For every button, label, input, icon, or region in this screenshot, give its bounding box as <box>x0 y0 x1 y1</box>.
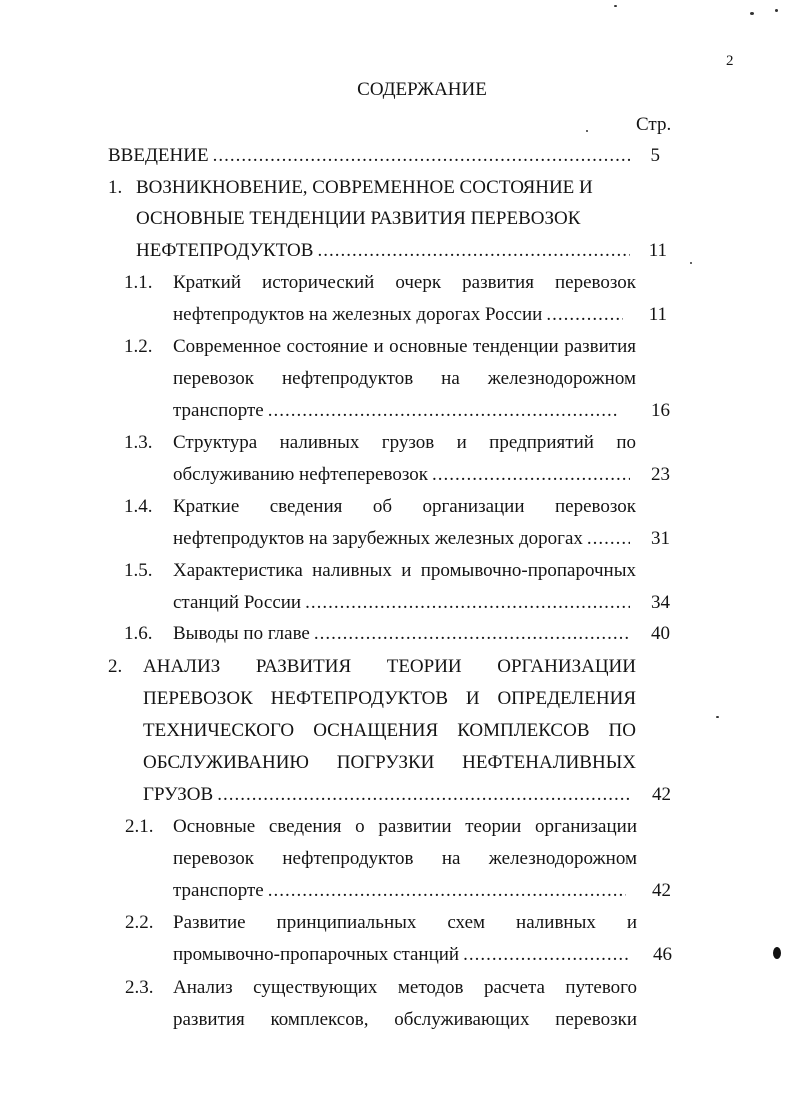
toc-entry-title-line: АНАЛИЗ РАЗВИТИЯ ТЕОРИИ ОРГАНИЗАЦИИ <box>143 656 636 677</box>
toc-entry-title: станций России <box>173 592 302 613</box>
scan-speck <box>614 5 617 7</box>
toc-entry-number: 1.6. <box>124 623 153 644</box>
toc-entry-title-line: Анализ существующих методов расчета путевого <box>173 977 637 998</box>
scan-speck <box>690 262 692 264</box>
toc-entry-title-line: Структура наливных грузов и предприятий по <box>173 432 636 453</box>
leader-dots <box>463 944 629 966</box>
page-column-header: Стр. <box>636 114 672 135</box>
toc-entry-number: 1. <box>108 177 123 198</box>
toc-entry-chapter-2 <box>143 784 636 806</box>
toc-page-number: 16 <box>651 400 670 421</box>
toc-entry-title: НЕФТЕПРОДУКТОВ <box>136 240 314 261</box>
toc-page-number: 34 <box>651 592 670 613</box>
page-title: СОДЕРЖАНИЕ <box>357 79 487 100</box>
toc-entry-title: нефтепродуктов на зарубежных железных дорогах <box>173 528 583 549</box>
toc-page-number: 11 <box>648 304 667 325</box>
toc-entry-number: 1.5. <box>124 560 153 581</box>
toc-entry-2-2 <box>173 944 635 966</box>
toc-entry-number: 1.1. <box>124 272 153 293</box>
toc-page-number: 40 <box>651 623 670 644</box>
toc-entry-title-line: перевозок нефтепродуктов на железнодорожном <box>173 848 637 869</box>
toc-entry-introduction <box>108 145 636 167</box>
leader-dots <box>268 880 626 902</box>
toc-entry-title-line: Основные сведения о развитии теории организации <box>173 816 637 837</box>
toc-entry-number: 1.3. <box>124 432 153 453</box>
scan-speck <box>750 12 754 15</box>
toc-entry-title: ГРУЗОВ <box>143 784 214 805</box>
toc-entry-title-line: Краткий исторический очерк развития перевозок <box>173 272 636 293</box>
toc-entry-title-line: Развитие принципиальных схем наливных и <box>173 912 637 933</box>
toc-entry-title: промывочно-пропарочных станций <box>173 944 460 965</box>
toc-entry-number: 2. <box>108 656 123 677</box>
scan-speck <box>586 130 588 132</box>
toc-entry-title: транспорте <box>173 400 264 421</box>
toc-entry-title-line: Краткие сведения об организации перевозок <box>173 496 636 517</box>
leader-dots <box>213 145 630 167</box>
toc-entry-title-line: Современное состояние и основные тенденции развития <box>173 336 636 357</box>
page-number: 2 <box>726 53 734 69</box>
toc-entry-title: обслуживанию нефтеперевозок <box>173 464 428 485</box>
toc-page-number: 46 <box>653 944 672 965</box>
leader-dots <box>546 304 623 326</box>
toc-page-number: 42 <box>652 880 671 901</box>
toc-page-number: 23 <box>651 464 670 485</box>
toc-entry-1-2 <box>173 400 625 422</box>
toc-entry-number: 1.4. <box>124 496 153 517</box>
toc-page-number: 42 <box>652 784 671 805</box>
toc-entry-title-line: ВОЗНИКНОВЕНИЕ, СОВРЕМЕННОЕ СОСТОЯНИЕ И <box>136 177 593 198</box>
scan-speck <box>775 9 778 12</box>
leader-dots <box>217 784 630 806</box>
toc-entry-1-5 <box>173 592 636 614</box>
toc-page-number: 5 <box>650 145 660 166</box>
toc-entry-1-4 <box>173 528 636 550</box>
toc-entry-1-3 <box>173 464 636 486</box>
toc-entry-1-1 <box>173 304 629 326</box>
leader-dots <box>268 400 619 422</box>
toc-entry-title-line: Характеристика наливных и промывочно-пропарочных <box>173 560 636 581</box>
toc-entry-title: транспорте <box>173 880 264 901</box>
toc-entry-title-line: развития комплексов, обслуживающих перевозки <box>173 1009 637 1030</box>
toc-entry-title-line: ОБСЛУЖИВАНИЮ ПОГРУЗКИ НЕФТЕНАЛИВНЫХ <box>143 752 636 773</box>
scan-blot <box>773 947 781 959</box>
toc-entry-number: 2.2. <box>125 912 154 933</box>
toc-entry-title: ВВЕДЕНИЕ <box>108 145 209 166</box>
toc-entry-title-line: ТЕХНИЧЕСКОГО ОСНАЩЕНИЯ КОМПЛЕКСОВ ПО <box>143 720 636 741</box>
leader-dots <box>317 240 630 262</box>
toc-entry-title: нефтепродуктов на железных дорогах России <box>173 304 543 325</box>
leader-dots <box>305 592 630 614</box>
toc-entry-number: 2.3. <box>125 977 154 998</box>
leader-dots <box>314 623 630 645</box>
toc-entry-title-line: ОСНОВНЫЕ ТЕНДЕНЦИИ РАЗВИТИЯ ПЕРЕВОЗОК <box>136 208 581 229</box>
toc-page-number: 11 <box>648 240 667 261</box>
toc-entry-2-1 <box>173 880 632 902</box>
toc-page-number: 31 <box>651 528 670 549</box>
scan-speck <box>716 716 719 718</box>
toc-entry-title-line: ПЕРЕВОЗОК НЕФТЕПРОДУКТОВ И ОПРЕДЕЛЕНИЯ <box>143 688 636 709</box>
toc-entry-chapter-1 <box>136 240 636 262</box>
toc-entry-number: 2.1. <box>125 816 154 837</box>
toc-entry-number: 1.2. <box>124 336 153 357</box>
toc-entry-title: Выводы по главе <box>173 623 310 644</box>
toc-entry-title-line: перевозок нефтепродуктов на железнодорожном <box>173 368 636 389</box>
toc-entry-1-6 <box>173 623 636 645</box>
leader-dots <box>432 464 630 486</box>
